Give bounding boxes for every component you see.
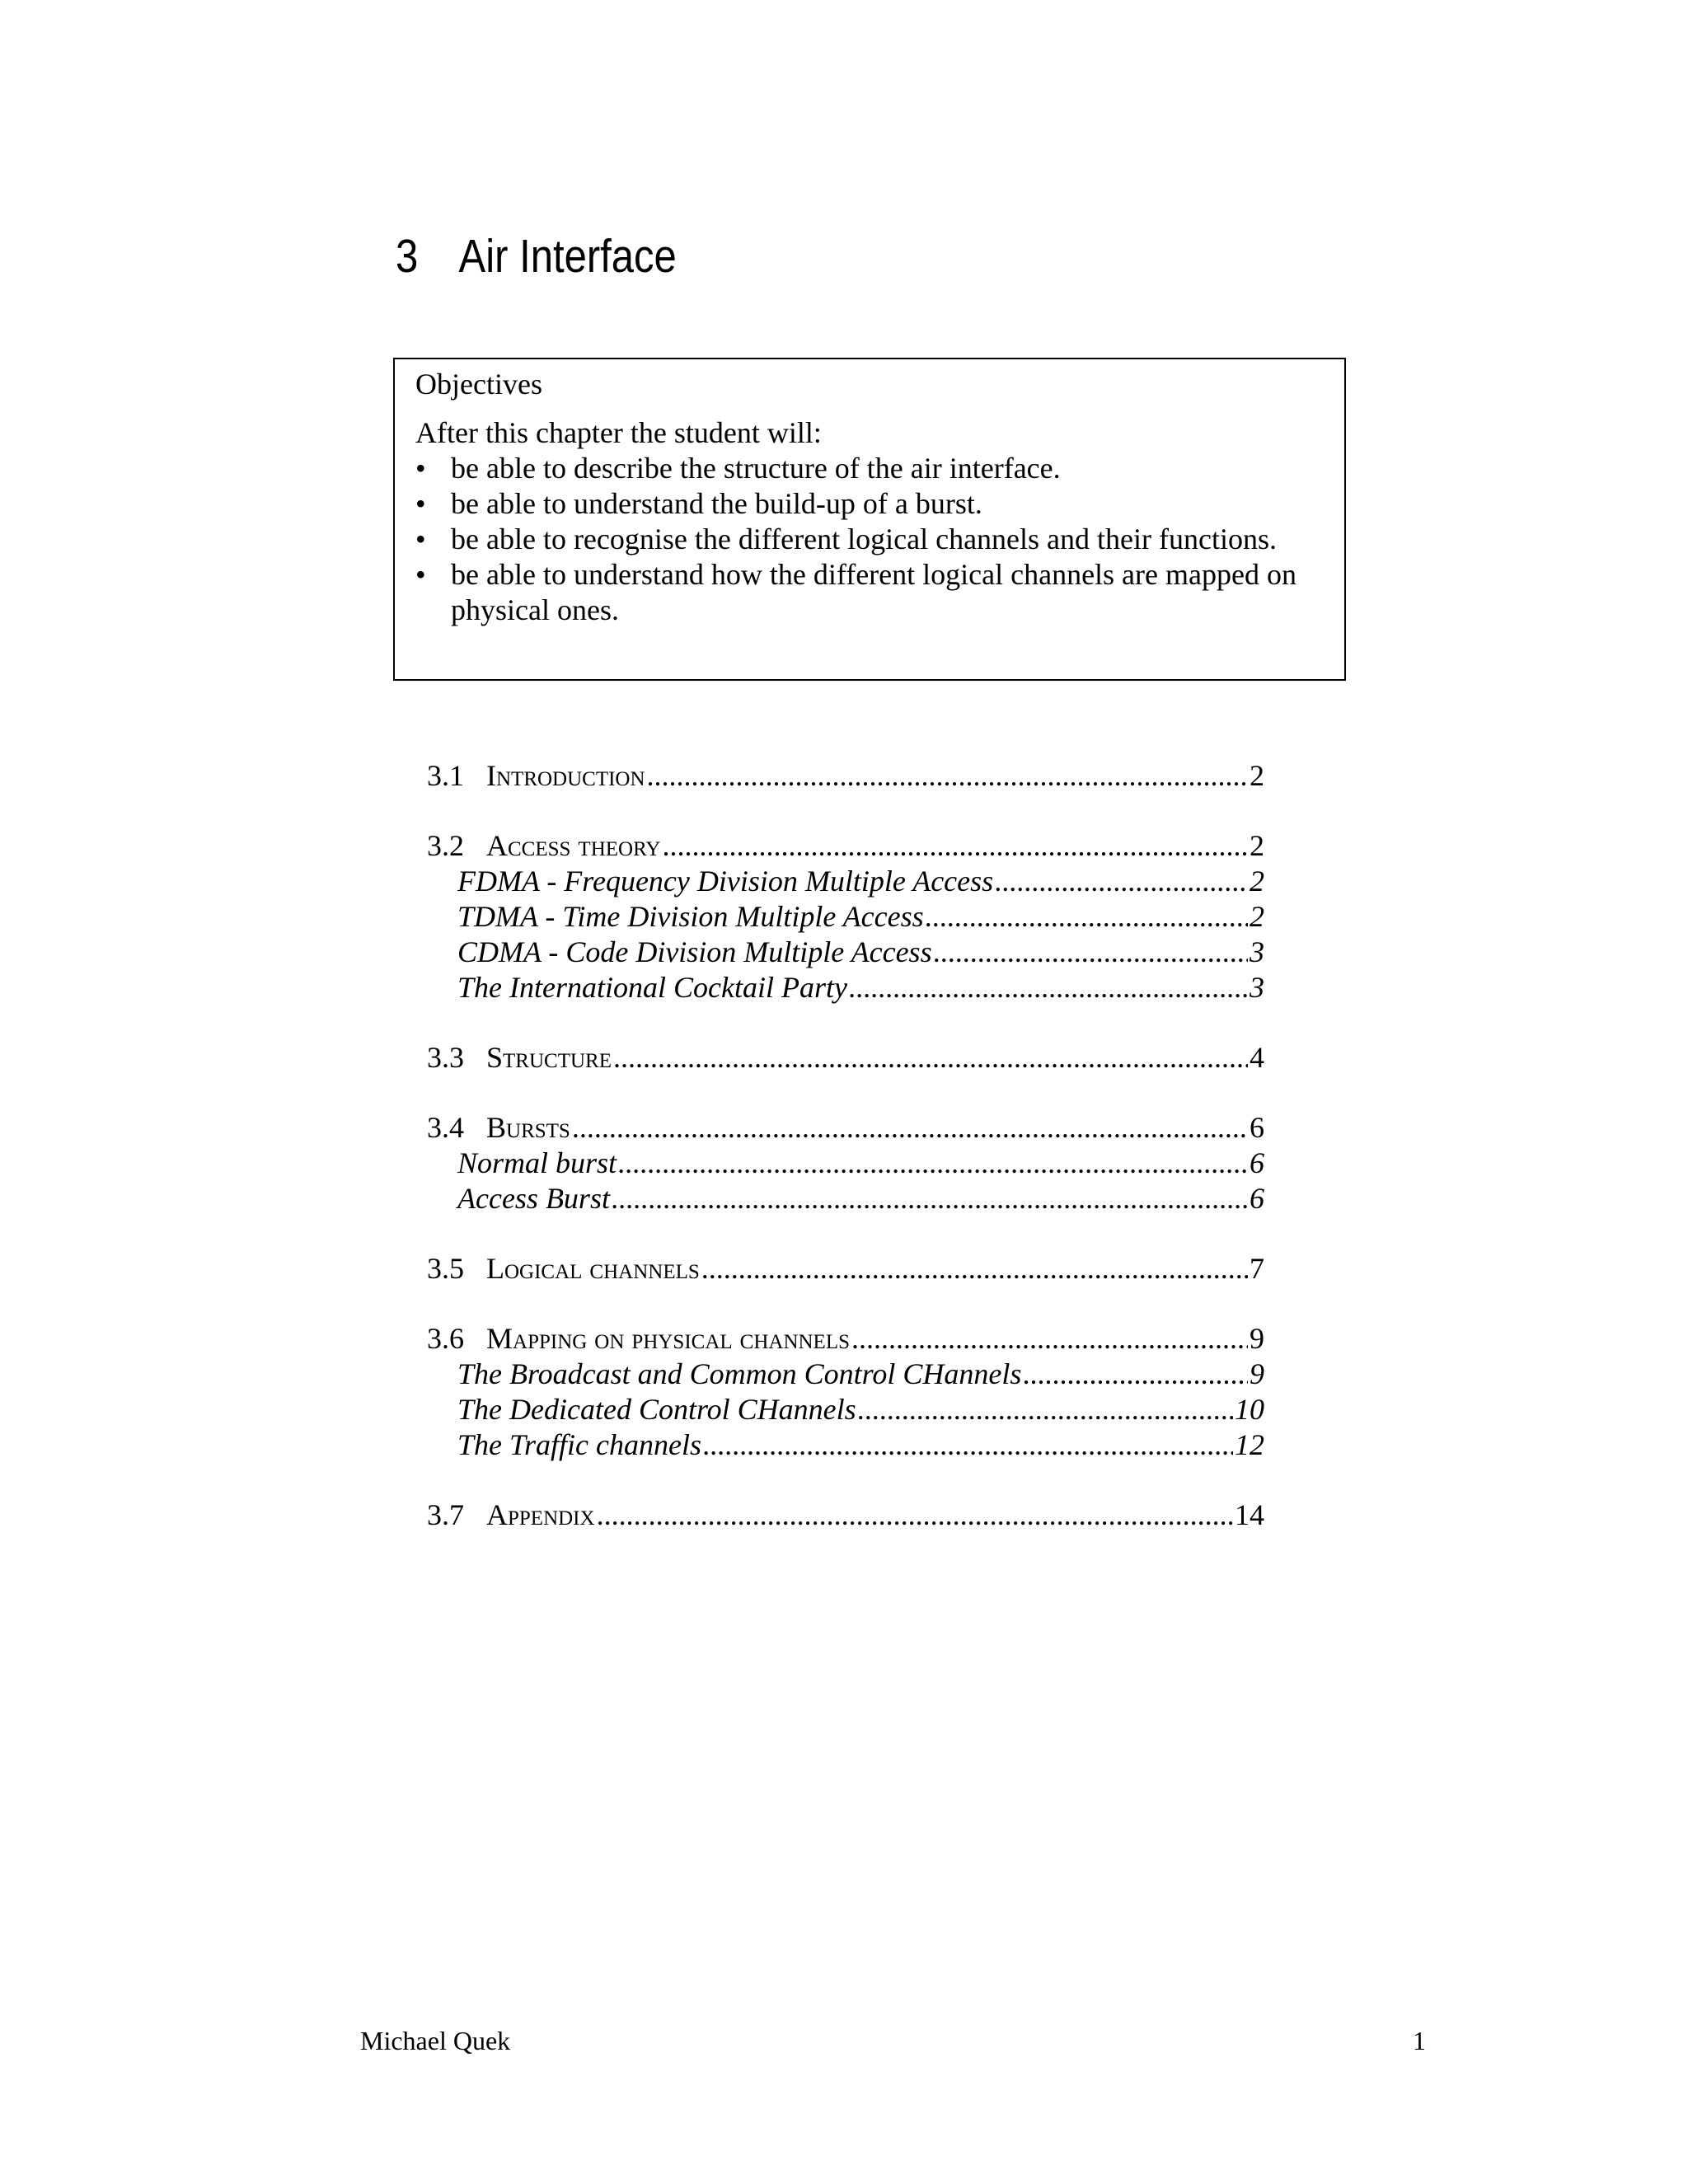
objectives-title: Objectives [415, 368, 542, 401]
toc-section-3-4 [427, 1110, 1264, 1216]
toc-dot-leader [612, 1181, 1248, 1216]
toc-dot-leader [851, 1321, 1248, 1357]
toc-page-number: 10 [1235, 1393, 1264, 1426]
toc-dot-leader [926, 899, 1248, 935]
toc-subentry[interactable] [427, 1392, 1264, 1427]
toc-dot-leader [1023, 1357, 1248, 1392]
toc-section-3-2 [427, 828, 1264, 1005]
toc-section-number: 3.5 [427, 1252, 464, 1285]
toc-page-number: 6 [1250, 1146, 1264, 1179]
toc-page-number: 2 [1250, 900, 1264, 933]
toc-dot-leader [613, 1040, 1248, 1076]
toc-page-number: 9 [1250, 1357, 1264, 1390]
toc-subentry[interactable] [427, 970, 1264, 1005]
toc-section-3-3 [427, 1040, 1264, 1076]
toc-subentry[interactable] [427, 1427, 1264, 1463]
toc-dot-leader [701, 1251, 1248, 1286]
toc-subsection-title: TDMA - Time Division Multiple Access [457, 900, 924, 933]
toc-dot-leader [618, 1146, 1248, 1181]
toc-subsection-title: Normal burst [457, 1146, 617, 1179]
bullet-icon: • [415, 452, 426, 485]
toc-page-number: 2 [1250, 829, 1264, 862]
toc-section-number: 3.6 [427, 1322, 464, 1355]
objective-item [415, 451, 1325, 486]
bullet-icon: • [415, 558, 426, 591]
toc-section-3-7 [427, 1497, 1264, 1533]
toc-dot-leader [934, 935, 1248, 970]
toc-subsection-title: Access Burst [457, 1182, 610, 1215]
toc-page-number: 6 [1250, 1111, 1264, 1144]
toc-page-number: 4 [1250, 1041, 1264, 1074]
toc-section-number: 3.3 [427, 1041, 464, 1074]
toc-subentry[interactable] [427, 1357, 1264, 1392]
toc-section-3-1 [427, 758, 1264, 794]
toc-dot-leader [849, 970, 1248, 1005]
chapter-number: 3 [396, 230, 419, 283]
toc-section-number: 3.7 [427, 1498, 464, 1531]
toc-subsection-title: The Dedicated Control CHannels [457, 1393, 856, 1426]
toc-subentry[interactable] [427, 1146, 1264, 1181]
toc-dot-leader [995, 864, 1248, 899]
toc-section-title: Mapping on physical channels [486, 1322, 850, 1355]
toc-subsection-title: The Broadcast and Common Control CHannels [457, 1357, 1022, 1390]
toc-subentry[interactable] [427, 935, 1264, 970]
toc-subentry[interactable] [427, 899, 1264, 935]
toc-entry[interactable] [427, 1497, 1264, 1533]
toc-section-number: 3.1 [427, 759, 464, 792]
toc-section-number: 3.2 [427, 829, 464, 862]
toc-subentry[interactable] [427, 1181, 1264, 1216]
objectives-intro: After this chapter the student will: [415, 416, 822, 449]
objective-text: be able to recognise the different logical channels and their functions. [451, 523, 1277, 555]
toc-section-title: Bursts [486, 1111, 570, 1144]
table-of-contents [427, 758, 1264, 1568]
toc-section-title: Access theory [486, 829, 661, 862]
toc-entry[interactable] [427, 1251, 1264, 1286]
toc-page-number: 7 [1250, 1252, 1264, 1285]
toc-page-number: 14 [1235, 1498, 1264, 1531]
toc-page-number: 3 [1250, 971, 1264, 1004]
toc-subsection-title: The Traffic channels [457, 1428, 701, 1461]
toc-entry[interactable] [427, 1110, 1264, 1146]
toc-subsection-title: FDMA - Frequency Division Multiple Access [457, 865, 994, 898]
objective-item [415, 486, 1325, 522]
toc-page-number: 3 [1250, 935, 1264, 968]
toc-page-number: 6 [1250, 1182, 1264, 1215]
toc-section-title: Logical channels [486, 1252, 700, 1285]
toc-entry[interactable] [427, 758, 1264, 794]
objective-item [415, 557, 1325, 628]
toc-entry[interactable] [427, 1321, 1264, 1357]
toc-section-3-5 [427, 1251, 1264, 1286]
toc-page-number: 2 [1250, 865, 1264, 898]
toc-dot-leader [662, 828, 1248, 864]
objective-text: be able to understand how the different logical channels are mapped on physical ones. [451, 558, 1296, 626]
toc-section-title: Appendix [486, 1498, 595, 1531]
objective-item [415, 522, 1325, 557]
toc-dot-leader [572, 1110, 1248, 1146]
toc-section-3-6 [427, 1321, 1264, 1463]
toc-page-number: 12 [1235, 1428, 1264, 1461]
toc-dot-leader [647, 758, 1248, 794]
objective-text: be able to describe the structure of the air interface. [451, 452, 1061, 485]
bullet-icon: • [415, 487, 426, 520]
objective-text: be able to understand the build-up of a burst. [451, 487, 982, 520]
toc-section-title: Structure [486, 1041, 612, 1074]
footer-author: Michael Quek [360, 2026, 511, 2055]
toc-dot-leader [703, 1427, 1233, 1463]
toc-section-title: Introduction [486, 759, 645, 792]
footer-page-number: 1 [1413, 2026, 1426, 2055]
toc-dot-leader [858, 1392, 1233, 1427]
toc-section-number: 3.4 [427, 1111, 464, 1144]
toc-entry[interactable] [427, 828, 1264, 864]
objectives-box [393, 358, 1346, 681]
toc-subsection-title: CDMA - Code Division Multiple Access [457, 935, 932, 968]
chapter-heading [396, 227, 677, 285]
objectives-list [415, 451, 1344, 628]
toc-entry[interactable] [427, 1040, 1264, 1076]
toc-page-number: 9 [1250, 1322, 1264, 1355]
toc-subsection-title: The International Cocktail Party [457, 971, 847, 1004]
chapter-title: Air Interface [458, 230, 677, 283]
toc-subentry[interactable] [427, 864, 1264, 899]
bullet-icon: • [415, 523, 426, 555]
toc-dot-leader [597, 1497, 1233, 1533]
toc-page-number: 2 [1250, 759, 1264, 792]
